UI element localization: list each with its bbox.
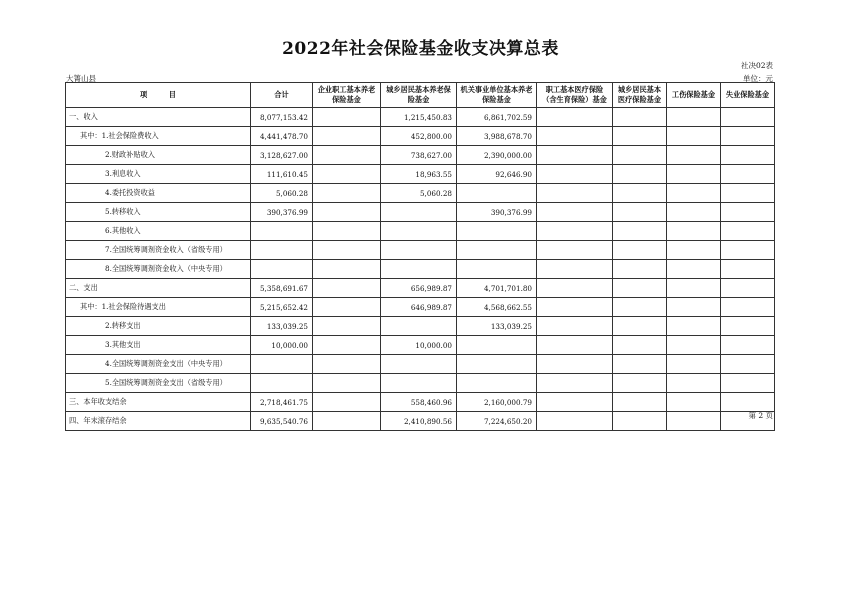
cell-c4 [537, 412, 613, 431]
cell-c3 [457, 241, 537, 260]
header-enterprise-pension: 企业职工基本养老保险基金 [313, 83, 381, 108]
cell-c1 [313, 184, 381, 203]
cell-c7 [721, 298, 775, 317]
cell-c1 [313, 355, 381, 374]
cell-c7 [721, 146, 775, 165]
table-row [66, 260, 775, 279]
cell-c1 [313, 393, 381, 412]
row-label: 4.委托投资收益 [66, 184, 251, 203]
page-number: 第 2 页 [748, 411, 773, 420]
row-label: 3.利息收入 [66, 165, 251, 184]
cell-c3: 133,039.25 [457, 317, 537, 336]
cell-c4 [537, 165, 613, 184]
row-label: 四、年末滚存结余 [66, 412, 251, 431]
report-title: 2022年社会保险基金收支决算总表 [282, 39, 559, 59]
cell-total: 3,128,627.00 [251, 146, 313, 165]
cell-c6 [667, 279, 721, 298]
cell-c2: 2,410,890.56 [381, 412, 457, 431]
cell-c2: 656,989.87 [381, 279, 457, 298]
cell-c5 [613, 298, 667, 317]
cell-c1 [313, 336, 381, 355]
cell-c1 [313, 260, 381, 279]
cell-c4 [537, 146, 613, 165]
table-row [66, 317, 775, 336]
cell-total: 5,215,652.42 [251, 298, 313, 317]
header-unemployment-insurance: 失业保险基金 [721, 83, 775, 108]
table-row [66, 203, 775, 222]
cell-c3: 3,988,678.70 [457, 127, 537, 146]
region-name: 大箐山县 [66, 74, 96, 83]
cell-c5 [613, 184, 667, 203]
cell-c7 [721, 241, 775, 260]
header-resident-medical: 城乡居民基本医疗保险基金 [613, 83, 667, 108]
cell-c4 [537, 241, 613, 260]
cell-c7 [721, 260, 775, 279]
cell-c4 [537, 374, 613, 393]
cell-c6 [667, 146, 721, 165]
cell-c2 [381, 260, 457, 279]
cell-total: 9,635,540.76 [251, 412, 313, 431]
cell-c4 [537, 336, 613, 355]
cell-c6 [667, 336, 721, 355]
cell-c5 [613, 317, 667, 336]
cell-total [251, 374, 313, 393]
cell-total: 10,000.00 [251, 336, 313, 355]
table-row [66, 222, 775, 241]
cell-c6 [667, 203, 721, 222]
cell-c6 [667, 165, 721, 184]
row-label: 5.转移收入 [66, 203, 251, 222]
cell-c1 [313, 165, 381, 184]
cell-c3: 2,160,000.79 [457, 393, 537, 412]
cell-c2: 738,627.00 [381, 146, 457, 165]
cell-total: 4,441,478.70 [251, 127, 313, 146]
row-label: 三、本年收支结余 [66, 393, 251, 412]
row-label: 2.财政补贴收入 [66, 146, 251, 165]
row-label: 2.转移支出 [66, 317, 251, 336]
cell-c1 [313, 241, 381, 260]
cell-c2: 18,963.55 [381, 165, 457, 184]
cell-c6 [667, 374, 721, 393]
cell-c3: 6,861,702.59 [457, 108, 537, 127]
table-row [66, 336, 775, 355]
cell-c6 [667, 108, 721, 127]
cell-c3: 7,224,650.20 [457, 412, 537, 431]
cell-c4 [537, 393, 613, 412]
row-label: 其中：1.社会保险费收入 [66, 127, 251, 146]
cell-c5 [613, 260, 667, 279]
cell-c1 [313, 146, 381, 165]
cell-c3 [457, 336, 537, 355]
cell-c6 [667, 355, 721, 374]
cell-c2 [381, 203, 457, 222]
cell-c3: 4,568,662.55 [457, 298, 537, 317]
cell-c7 [721, 108, 775, 127]
table-row [66, 393, 775, 412]
cell-c1 [313, 374, 381, 393]
header-employee-medical: 职工基本医疗保险（含生育保险）基金 [537, 83, 613, 108]
cell-c3: 390,376.99 [457, 203, 537, 222]
table-row [66, 374, 775, 393]
cell-c7 [721, 203, 775, 222]
fund-summary-table [65, 82, 775, 431]
cell-c3 [457, 260, 537, 279]
cell-c5 [613, 241, 667, 260]
header-item: 项 目 [66, 83, 251, 108]
row-label: 3.其他支出 [66, 336, 251, 355]
cell-c5 [613, 165, 667, 184]
cell-c6 [667, 184, 721, 203]
cell-c1 [313, 298, 381, 317]
cell-c2 [381, 222, 457, 241]
cell-c1 [313, 127, 381, 146]
cell-c5 [613, 336, 667, 355]
cell-c3 [457, 374, 537, 393]
cell-c6 [667, 241, 721, 260]
cell-c2: 452,800.00 [381, 127, 457, 146]
row-label: 6.其他收入 [66, 222, 251, 241]
cell-c1 [313, 203, 381, 222]
form-code: 社决02表 [740, 61, 773, 70]
cell-c5 [613, 108, 667, 127]
table-row [66, 355, 775, 374]
cell-c5 [613, 203, 667, 222]
cell-total [251, 260, 313, 279]
unit-label: 单位：元 [743, 74, 773, 83]
cell-c7 [721, 222, 775, 241]
cell-total: 133,039.25 [251, 317, 313, 336]
cell-c1 [313, 222, 381, 241]
table-row [66, 412, 775, 431]
cell-c4 [537, 317, 613, 336]
cell-c4 [537, 260, 613, 279]
cell-c3 [457, 355, 537, 374]
header-institution-pension: 机关事业单位基本养老保险基金 [457, 83, 537, 108]
cell-c3: 4,701,701.80 [457, 279, 537, 298]
cell-c7 [721, 184, 775, 203]
cell-c5 [613, 393, 667, 412]
cell-c6 [667, 412, 721, 431]
cell-c2: 558,460.96 [381, 393, 457, 412]
row-label: 一、收入 [66, 108, 251, 127]
table-row [66, 298, 775, 317]
cell-c7 [721, 317, 775, 336]
cell-c2: 1,215,450.83 [381, 108, 457, 127]
cell-c6 [667, 298, 721, 317]
cell-c4 [537, 222, 613, 241]
table-row [66, 184, 775, 203]
cell-c1 [313, 279, 381, 298]
cell-c3 [457, 222, 537, 241]
cell-total: 111,610.45 [251, 165, 313, 184]
cell-total: 2,718,461.75 [251, 393, 313, 412]
cell-c2 [381, 374, 457, 393]
cell-c7 [721, 393, 775, 412]
cell-c5 [613, 222, 667, 241]
cell-c4 [537, 108, 613, 127]
cell-c4 [537, 279, 613, 298]
table-row [66, 279, 775, 298]
cell-c2 [381, 355, 457, 374]
cell-c5 [613, 279, 667, 298]
cell-c2 [381, 241, 457, 260]
cell-c7 [721, 374, 775, 393]
table-row [66, 127, 775, 146]
cell-c5 [613, 127, 667, 146]
cell-c4 [537, 203, 613, 222]
table-row [66, 241, 775, 260]
cell-c6 [667, 222, 721, 241]
cell-c7 [721, 336, 775, 355]
header-total: 合计 [251, 83, 313, 108]
table-row [66, 146, 775, 165]
cell-c2: 5,060.28 [381, 184, 457, 203]
table-row [66, 108, 775, 127]
header-resident-pension: 城乡居民基本养老保险基金 [381, 83, 457, 108]
cell-total [251, 241, 313, 260]
row-label: 4.全国统筹调剂资金支出（中央专用） [66, 355, 251, 374]
cell-c5 [613, 146, 667, 165]
cell-c6 [667, 317, 721, 336]
cell-c2 [381, 317, 457, 336]
cell-c2: 646,989.87 [381, 298, 457, 317]
cell-total: 8,077,153.42 [251, 108, 313, 127]
cell-c5 [613, 374, 667, 393]
row-label: 5.全国统筹调剂资金支出（省级专用） [66, 374, 251, 393]
cell-c4 [537, 184, 613, 203]
header-injury-insurance: 工伤保险基金 [667, 83, 721, 108]
cell-total [251, 222, 313, 241]
cell-c3: 92,646.90 [457, 165, 537, 184]
cell-c3: 2,390,000.00 [457, 146, 537, 165]
cell-c3 [457, 184, 537, 203]
row-label: 其中：1.社会保险待遇支出 [66, 298, 251, 317]
table-header-row [66, 83, 775, 108]
cell-total: 5,060.28 [251, 184, 313, 203]
row-label: 二、支出 [66, 279, 251, 298]
cell-total [251, 355, 313, 374]
cell-c5 [613, 355, 667, 374]
cell-c1 [313, 317, 381, 336]
cell-c5 [613, 412, 667, 431]
cell-c7 [721, 355, 775, 374]
cell-c4 [537, 355, 613, 374]
table-row [66, 165, 775, 184]
cell-c2: 10,000.00 [381, 336, 457, 355]
cell-c4 [537, 298, 613, 317]
cell-c4 [537, 127, 613, 146]
cell-c6 [667, 393, 721, 412]
cell-c6 [667, 127, 721, 146]
row-label: 8.全国统筹调剂资金收入（中央专用） [66, 260, 251, 279]
cell-total: 5,358,691.67 [251, 279, 313, 298]
cell-c7 [721, 127, 775, 146]
cell-c7 [721, 165, 775, 184]
row-label: 7.全国统筹调剂资金收入（省级专用） [66, 241, 251, 260]
cell-c6 [667, 260, 721, 279]
cell-c1 [313, 412, 381, 431]
cell-total: 390,376.99 [251, 203, 313, 222]
cell-c7 [721, 279, 775, 298]
cell-c1 [313, 108, 381, 127]
